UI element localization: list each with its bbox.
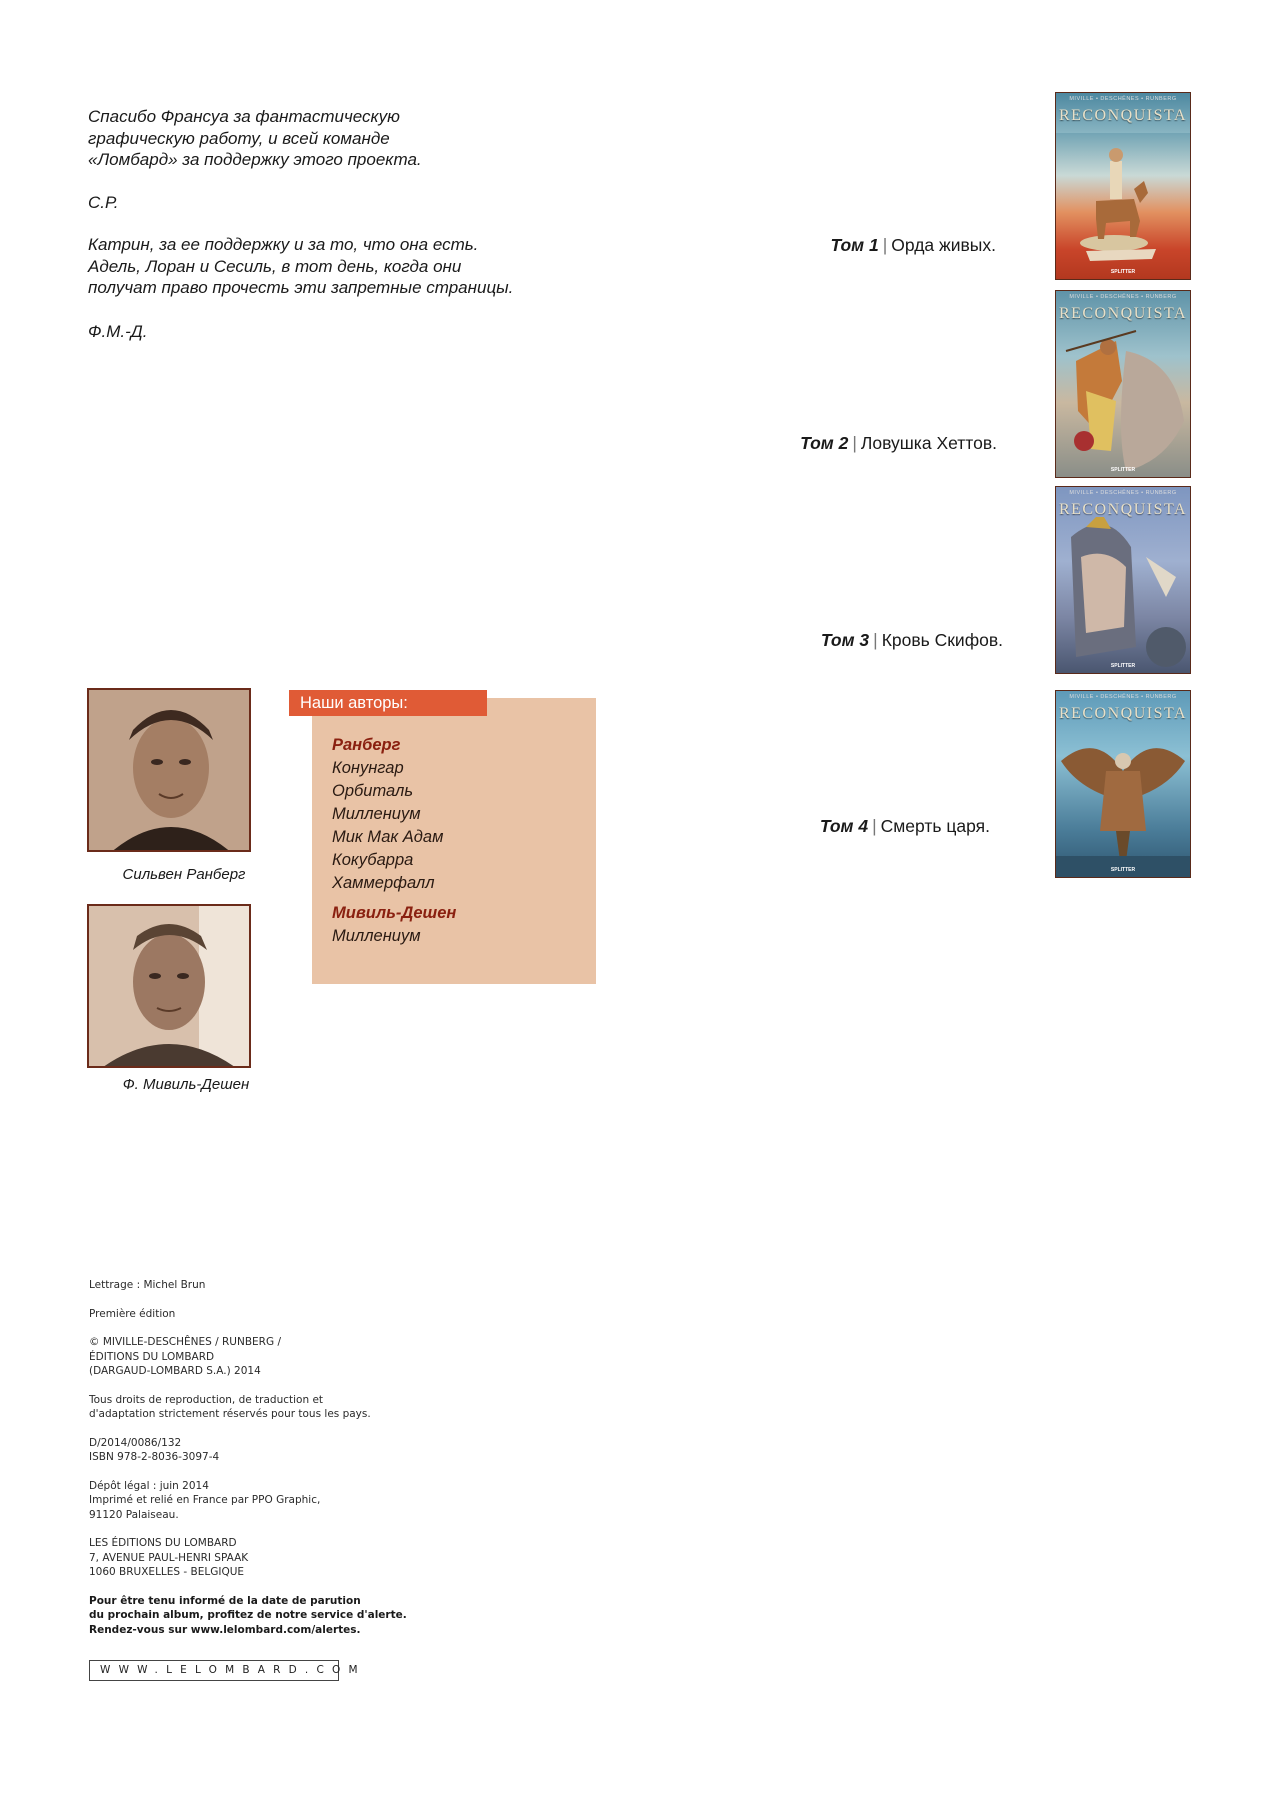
dedication-line: Спасибо Франсуа за фантастическую — [88, 107, 400, 126]
dedication-signature-2: Ф.М.-Д. — [88, 321, 148, 341]
imprint-edition: Première édition — [89, 1307, 176, 1320]
dedication-signature-1: С.Р. — [88, 192, 119, 212]
work-title: Орбиталь — [332, 782, 414, 800]
imprint-line: D/2014/0086/132 — [89, 1436, 182, 1449]
author-name-miville-deschenes: Мивиль-Дешен — [332, 904, 457, 922]
dedication-paragraph-1 — [88, 106, 648, 171]
volume-title: Орда живых. — [891, 235, 996, 255]
imprint-line: Tous droits de reproduction, de traduction et — [89, 1393, 324, 1406]
imprint-line: 7, AVENUE PAUL-HENRI SPAAK — [89, 1551, 249, 1564]
volume-title: Кровь Скифов. — [881, 630, 1003, 650]
our-authors-list — [332, 734, 456, 948]
work-title: Мик Мак Адам — [332, 828, 444, 846]
cover-series-title: RECONQUISTA — [1058, 501, 1188, 518]
photo-miville-deschenes — [87, 904, 251, 1068]
dedication-line: Катрин, за ее поддержку и за то, что она есть. — [88, 235, 479, 254]
imprint-line: LES ÉDITIONS DU LOMBARD — [89, 1537, 237, 1549]
photo-runberg — [87, 688, 251, 852]
work-title: Кокубарра — [332, 851, 414, 869]
volume-3-label: Том 3 | Кровь Скифов. — [820, 630, 1003, 650]
work-title: Конунгар — [332, 759, 404, 777]
imprint-line: Rendez-vous sur www.lelombard.com/alertes. — [89, 1623, 361, 1636]
imprint-legal — [89, 1479, 407, 1523]
cover-publisher: SPLITTER — [1110, 269, 1136, 275]
dedication-line: Адель, Лоран и Сесиль, в тот день, когда они — [88, 256, 462, 276]
our-authors-badge: Наши авторы: — [289, 690, 487, 716]
cover-volume-4 — [1055, 690, 1191, 878]
imprint-line: 1060 BRUXELLES - BELGIQUE — [89, 1566, 245, 1578]
volume-1-label: Том 1 | Орда живых. — [830, 235, 996, 255]
imprint-lettering: Lettrage : Michel Brun — [89, 1279, 206, 1291]
imprint-line: Imprimé et relié en France par PPO Graphic, — [89, 1494, 321, 1506]
imprint-address — [89, 1536, 407, 1580]
dedication-line: «Ломбард» за поддержку этого проекта. — [88, 150, 422, 169]
imprint-line: Pour être tenu informé de la date de parution — [89, 1594, 361, 1607]
photo-caption-miville-deschenes: Ф. Мивиль-Дешен — [122, 1076, 250, 1093]
website-link[interactable]: WWW.LELOMBARD.COM — [89, 1660, 339, 1681]
work-title: Миллениум — [332, 805, 421, 823]
cover-publisher: SPLITTER — [1110, 663, 1136, 669]
imprint-line: ÉDITIONS DU LOMBARD — [89, 1350, 215, 1363]
volume-number: Том 2 — [800, 433, 849, 453]
dedication-paragraph-2 — [88, 234, 648, 299]
work-title: Миллениум — [332, 927, 421, 945]
imprint-line: du prochain album, profitez de notre service d'alerte. — [89, 1609, 407, 1621]
volume-number: Том 1 — [830, 235, 879, 255]
photo-caption-runberg: Сильвен Ранберг — [122, 866, 246, 883]
volume-title: Смерть царя. — [880, 816, 990, 836]
cover-publisher: SPLITTER — [1110, 467, 1136, 473]
imprint-line: ISBN 978-2-8036-3097-4 — [89, 1451, 220, 1463]
cover-authors: MIVILLE • DESCHÊNES • RUNBERG — [1069, 490, 1177, 496]
imprint-line: (DARGAUD-LOMBARD S.A.) 2014 — [89, 1365, 261, 1377]
archers-illustration — [1056, 321, 1190, 477]
cover-publisher: SPLITTER — [1110, 867, 1136, 873]
imprint-alert-notice — [89, 1594, 407, 1638]
cover-volume-3 — [1055, 486, 1191, 674]
volume-4-label: Том 4 | Смерть царя. — [819, 816, 990, 836]
imprint-line: © MIVILLE-DESCHÊNES / RUNBERG / — [89, 1336, 281, 1348]
imprint-line: Dépôt légal : juin 2014 — [89, 1479, 209, 1492]
volume-title: Ловушка Хеттов. — [860, 433, 997, 453]
portrait-image — [89, 906, 251, 1068]
cover-authors: MIVILLE • DESCHÊNES • RUNBERG — [1069, 694, 1177, 700]
horse-rider-illustration — [1056, 131, 1190, 279]
cover-authors: MIVILLE • DESCHÊNES • RUNBERG — [1069, 96, 1177, 102]
cover-volume-1 — [1055, 92, 1191, 280]
cover-authors: MIVILLE • DESCHÊNES • RUNBERG — [1069, 294, 1177, 300]
dedication-line: графическую работу, и всей команде — [88, 128, 390, 148]
portrait-image — [89, 690, 251, 852]
cover-series-title: RECONQUISTA — [1058, 705, 1188, 722]
imprint-isbn — [89, 1436, 407, 1465]
imprint-rights — [89, 1393, 407, 1422]
volume-2-label: Том 2 | Ловушка Хеттов. — [800, 433, 997, 453]
volume-number: Том 3 — [820, 630, 870, 650]
work-title: Хаммерфалл — [332, 874, 435, 892]
warrior-helmet-illustration — [1056, 517, 1190, 673]
dedication-line: получат право прочесть эти запретные страницы. — [88, 278, 514, 297]
imprint-block — [89, 1278, 407, 1681]
cover-volume-2 — [1055, 290, 1191, 478]
imprint-copyright — [89, 1335, 407, 1379]
eagle-rider-illustration — [1056, 721, 1190, 877]
imprint-line: 91120 Palaiseau. — [89, 1508, 179, 1521]
volume-number: Том 4 — [819, 816, 869, 836]
author-name-runberg: Ранберг — [332, 736, 401, 754]
imprint-line: d'adaptation strictement réservés pour tous les pays. — [89, 1408, 371, 1420]
dedication-block — [88, 106, 648, 363]
cover-series-title: RECONQUISTA — [1058, 107, 1188, 124]
cover-series-title: RECONQUISTA — [1058, 305, 1188, 322]
